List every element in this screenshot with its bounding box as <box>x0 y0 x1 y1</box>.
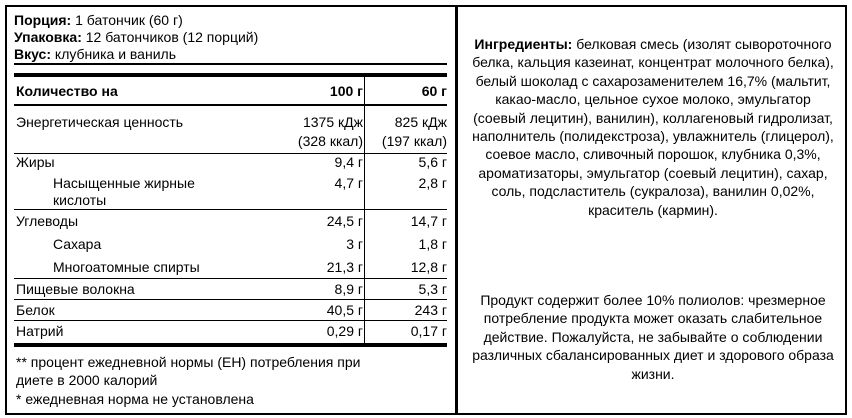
sugars-60g: 1,8 г <box>418 236 447 252</box>
nutrition-label <box>5 5 847 415</box>
ingredients-panel <box>458 7 845 413</box>
flavor-label: Вкус: <box>14 46 52 62</box>
divider <box>14 153 447 154</box>
footnote-not-established: * ежедневная норма не установлена <box>16 391 254 407</box>
row-polyols-label: Многоатомные спирты <box>53 259 200 275</box>
fiber-60g: 5,3 г <box>418 281 447 297</box>
table-header-60g: 60 г <box>421 83 447 99</box>
carbs-60g: 14,7 г <box>410 213 447 229</box>
ingredients-text <box>468 35 838 219</box>
saturated-fat-60g: 2,8 г <box>418 175 447 191</box>
polyols-60g: 12,8 г <box>410 259 447 275</box>
fat-60g: 5,6 г <box>418 154 447 170</box>
footnote-daily-value-2: диете в 2000 калорий <box>16 372 158 388</box>
carbs-100g: 24,5 г <box>326 213 363 229</box>
row-saturated-fat-label: Насыщенные жирные <box>53 175 195 191</box>
divider <box>14 104 447 106</box>
divider <box>14 320 447 321</box>
serving-value: 1 батончик (60 г) <box>71 12 183 28</box>
package-label: Упаковка: <box>14 29 82 45</box>
polyol-warning: Продукт содержит более 10% полиолов: чрезмерное потребление продукта может оказать слабительное действие. Пожалуйста, не забывайте о соблюдении различных сбалансированных диет и здорового образа жизни. <box>472 292 834 382</box>
sugars-100g: 3 г <box>346 236 363 252</box>
row-sugars-label: Сахара <box>53 236 102 252</box>
ingredients-list: белковая смесь (изолят сывороточного белка, кальция казеинат, концентрат молочного белка), белый шоколад с сахарозаменителем 16,7% (мальтит, какао-масло, цельное сухое молоко, эмульгатор (соевый лецитин), ванилин), коллагеновый гидролизат, наполнитель (полидекстроза), увлажнитель (глицерол), соевое масло, сливочный порошок, клубника 0,3%, ароматизаторы, эмульгатор (соевый лецитин), сахар, соль, подсластитель (сукралоза), ванилин 0,02%, краситель (кармин). <box>472 36 834 218</box>
serving-info <box>14 12 183 29</box>
footnote-daily-value: ** процент ежедневной нормы (ЕН) потребления при <box>16 354 361 370</box>
row-sodium-label: Натрий <box>16 323 64 339</box>
row-fiber-label: Пищевые волокна <box>16 281 135 297</box>
row-energy-label: Энергетическая ценность <box>16 114 184 130</box>
row-carbs-label: Углеводы <box>16 213 79 229</box>
energy-100g-kj: 1375 кДж <box>302 114 363 130</box>
serving-label: Порция: <box>14 12 72 28</box>
sodium-60g: 0,17 г <box>410 323 447 339</box>
saturated-fat-100g: 4,7 г <box>334 175 363 191</box>
divider <box>14 63 447 65</box>
protein-60g: 243 г <box>414 302 447 318</box>
divider <box>14 73 447 77</box>
package-info <box>14 29 258 46</box>
package-value: 12 батончиков (12 порций) <box>81 29 259 45</box>
fiber-100g: 8,9 г <box>334 281 363 297</box>
nutrition-panel <box>7 7 455 413</box>
energy-100g-kcal: (328 ккал) <box>297 133 363 149</box>
divider <box>14 209 447 210</box>
row-fat-label: Жиры <box>16 154 55 170</box>
row-saturated-fat-label-2: кислоты <box>53 192 107 208</box>
energy-60g-kcal: (197 ккал) <box>381 133 447 149</box>
row-protein-label: Белок <box>16 302 55 318</box>
ingredients-label: Ингредиенты: <box>474 36 573 52</box>
table-header-label: Количество на <box>16 83 118 99</box>
flavor-value: клубника и ваниль <box>51 46 176 62</box>
divider <box>14 278 447 279</box>
sodium-100g: 0,29 г <box>326 323 363 339</box>
polyols-100g: 21,3 г <box>326 259 363 275</box>
divider <box>14 299 447 300</box>
divider <box>14 343 447 347</box>
fat-100g: 9,4 г <box>334 154 363 170</box>
table-header-100g: 100 г <box>329 83 363 99</box>
energy-60g-kj: 825 кДж <box>394 114 447 130</box>
column-divider <box>364 77 365 343</box>
protein-100g: 40,5 г <box>326 302 363 318</box>
flavor-info <box>14 46 176 63</box>
